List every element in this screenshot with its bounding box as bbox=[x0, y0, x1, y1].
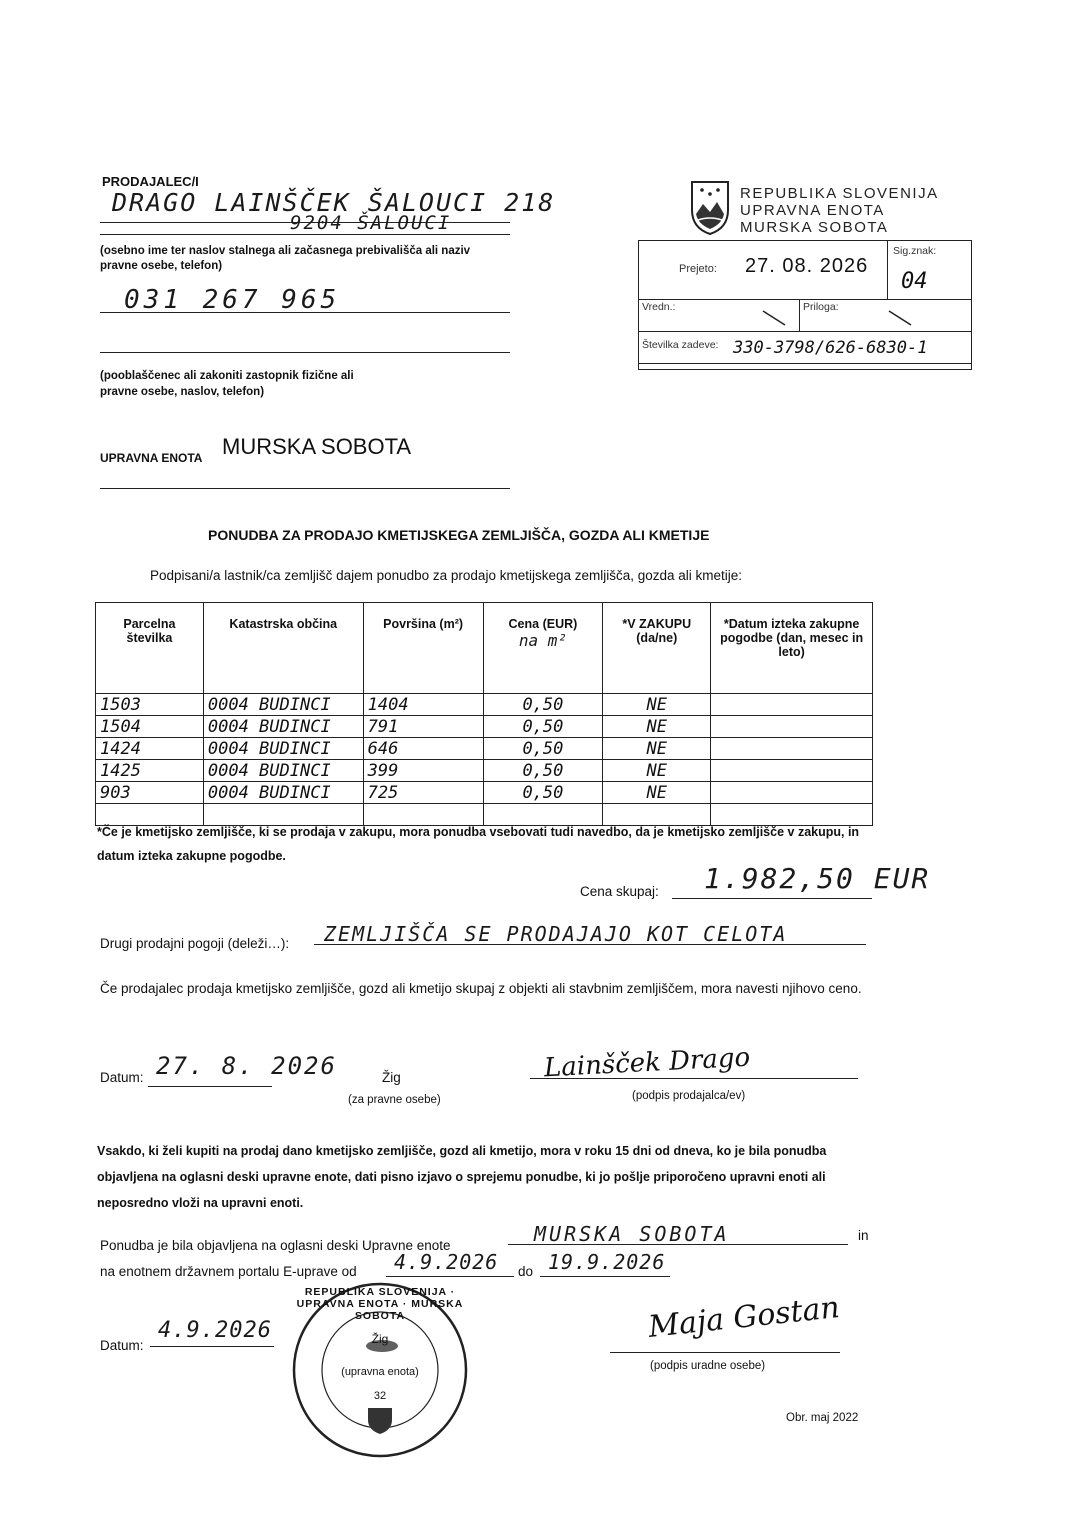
seller-phone: 031 267 965 bbox=[124, 285, 341, 315]
seller-signature: Lainšček Drago bbox=[543, 1042, 751, 1084]
table-row bbox=[96, 716, 873, 738]
col-price bbox=[483, 603, 603, 694]
cell-price: 0,50 bbox=[483, 694, 603, 716]
admin-unit-label: UPRAVNA ENOTA bbox=[100, 451, 203, 465]
cell-lease-end bbox=[711, 760, 873, 782]
seller-address: 9204 ŠALOUCI bbox=[290, 212, 452, 234]
total-line bbox=[672, 898, 872, 899]
official-date-label: Datum: bbox=[100, 1338, 144, 1353]
cell-lease-end bbox=[711, 694, 873, 716]
official-date-line bbox=[150, 1346, 274, 1347]
admin-unit-value: MURSKA SOBOTA bbox=[222, 434, 412, 459]
publication-from-line bbox=[386, 1276, 514, 1277]
crest-line-3: MURSKA SOBOTA bbox=[740, 219, 889, 236]
cell-municipality: 0004 BUDINCI bbox=[203, 782, 363, 804]
seller-phone-line bbox=[100, 312, 510, 313]
intro-text: Podpisani/a lastnik/ca zemljišč dajem ponudbo za prodajo kmetijskega zemljišča, gozda ali kmetije: bbox=[150, 568, 743, 583]
value-label: Vredn.: bbox=[642, 301, 676, 313]
seal-number: 32 bbox=[373, 1390, 387, 1402]
cell-price: 0,50 bbox=[483, 760, 603, 782]
cell-parcel: 1424 bbox=[96, 738, 204, 760]
parcel-table bbox=[95, 602, 873, 826]
case-number: 330-3798/626-6830-1 bbox=[733, 338, 928, 358]
receipt-stamp-box bbox=[638, 240, 972, 370]
seal-outer-text: REPUBLIKA SLOVENIJA · UPRAVNA ENOTA · MURSKA SOBOTA bbox=[296, 1286, 464, 1322]
publication-in: in bbox=[858, 1228, 869, 1243]
cell-leased: NE bbox=[603, 738, 711, 760]
received-label: Prejeto: bbox=[679, 263, 717, 275]
cell-area: 791 bbox=[363, 716, 483, 738]
official-sign-note: (podpis uradne osebe) bbox=[650, 1360, 766, 1372]
cell-price: 0,50 bbox=[483, 738, 603, 760]
official-date-value: 4.9.2026 bbox=[158, 1318, 272, 1343]
publication-unit-line bbox=[508, 1244, 848, 1245]
other-terms-line bbox=[314, 944, 866, 945]
objects-note: Če prodajalec prodaja kmetijsko zemljišče, gozd ali kmetijo skupaj z objekti ali stavbnim zemljiščem, mora navesti njihovo ceno. bbox=[100, 981, 862, 996]
total-value: 1.982,50 EUR bbox=[704, 862, 931, 895]
cell-parcel: 1425 bbox=[96, 760, 204, 782]
cell-leased: NE bbox=[603, 760, 711, 782]
seller-name: DRAGO LAINŠČEK ŠALOUCI 218 bbox=[112, 188, 556, 217]
col-area: Površina (m²) bbox=[363, 603, 483, 694]
cell-area: 725 bbox=[363, 782, 483, 804]
cell-price: 0,50 bbox=[483, 782, 603, 804]
official-signature: Maja Gostan bbox=[646, 1290, 842, 1345]
seller-stamp-label: Žig bbox=[382, 1070, 401, 1085]
admin-unit-line bbox=[100, 488, 510, 489]
cell-municipality: 0004 BUDINCI bbox=[203, 716, 363, 738]
cell-lease-end bbox=[711, 738, 873, 760]
total-label: Cena skupaj: bbox=[580, 884, 659, 899]
publication-to-word: do bbox=[518, 1264, 534, 1279]
seller-sign-line bbox=[530, 1078, 858, 1079]
other-terms-label: Drugi prodajni pogoji (deleži…): bbox=[100, 936, 290, 951]
seller-note: (osebno ime ter naslov stalnega ali začasnega prebivališča ali naziv pravne osebe, telefon) bbox=[100, 245, 471, 272]
col-price-note: na m² bbox=[518, 631, 567, 650]
crest-line-2: UPRAVNA ENOTA bbox=[740, 202, 885, 219]
crest-line-1: REPUBLIKA SLOVENIJA bbox=[740, 185, 939, 202]
cell-municipality: 0004 BUDINCI bbox=[203, 694, 363, 716]
publication-to-date: 19.9.2026 bbox=[548, 1250, 666, 1274]
table-row bbox=[96, 738, 873, 760]
seller-sign-note: (podpis prodajalca/ev) bbox=[632, 1090, 746, 1102]
table-row bbox=[96, 760, 873, 782]
cell-leased: NE bbox=[603, 694, 711, 716]
cell-price: 0,50 bbox=[483, 716, 603, 738]
col-cadastral-municipality: Katastrska občina bbox=[203, 603, 363, 694]
cell-parcel: 903 bbox=[96, 782, 204, 804]
cell-municipality: 0004 BUDINCI bbox=[203, 738, 363, 760]
seller-stamp-note: (za pravne osebe) bbox=[348, 1094, 441, 1106]
sign-label: Sig.znak: bbox=[893, 245, 937, 257]
received-date: 27. 08. 2026 bbox=[745, 255, 869, 277]
cell-area: 1404 bbox=[363, 694, 483, 716]
sign-value: 04 bbox=[901, 269, 928, 294]
seal-unit-label: (upravna enota) bbox=[341, 1366, 419, 1378]
case-label: Številka zadeve: bbox=[642, 339, 719, 351]
cell-area: 399 bbox=[363, 760, 483, 782]
publication-from-date: 4.9.2026 bbox=[394, 1250, 499, 1274]
cell-parcel: 1503 bbox=[96, 694, 204, 716]
col-price-label: Cena (EUR) bbox=[508, 617, 578, 631]
seller-date-label: Datum: bbox=[100, 1070, 144, 1085]
cell-municipality: 0004 BUDINCI bbox=[203, 760, 363, 782]
form-version: Obr. maj 2022 bbox=[786, 1412, 859, 1424]
publication-label-1: Ponudba je bila objavljena na oglasni deski Upravne enote bbox=[100, 1238, 451, 1253]
cell-leased: NE bbox=[603, 716, 711, 738]
attachment-label: Priloga: bbox=[803, 301, 839, 313]
proxy-note: (pooblaščenec ali zakoniti zastopnik fizične ali pravne osebe, naslov, telefon) bbox=[100, 370, 354, 398]
other-terms-value: ZEMLJIŠČA SE PRODAJAJO KOT CELOTA bbox=[324, 922, 788, 946]
seller-label: PRODAJALEC/I bbox=[102, 174, 199, 189]
col-lease-end-date: *Datum izteka zakupne pogodbe (dan, mesec in leto) bbox=[711, 603, 873, 694]
seller-address-line bbox=[100, 234, 510, 235]
table-row bbox=[96, 694, 873, 716]
col-leased: *V ZAKUPU (da/ne) bbox=[603, 603, 711, 694]
publication-label-2: na enotnem državnem portalu E-uprave od bbox=[100, 1264, 357, 1279]
dash-mark-icon bbox=[885, 307, 915, 329]
seller-date-line bbox=[148, 1086, 272, 1087]
acceptance-notice: Vsakdo, ki želi kupiti na prodaj dano kmetijsko zemljišče, gozd ali kmetijo, mora v roku 15 dni od dneva, ko je bila ponudba objavljena na oglasni deski upravne enote, dati pisno izjavo o sprejemu ponudbe, ki jo pošlje priporočeno upravni enoti ali neposredno vloži na upravni enoti. bbox=[97, 1144, 827, 1210]
table-row bbox=[96, 782, 873, 804]
cell-area: 646 bbox=[363, 738, 483, 760]
seller-date-value: 27. 8. 2026 bbox=[156, 1052, 337, 1080]
cell-lease-end bbox=[711, 716, 873, 738]
proxy-line bbox=[100, 352, 510, 353]
cell-parcel: 1504 bbox=[96, 716, 204, 738]
cell-leased: NE bbox=[603, 782, 711, 804]
publication-unit: MURSKA SOBOTA bbox=[534, 1222, 730, 1246]
document-title: PONUDBA ZA PRODAJO KMETIJSKEGA ZEMLJIŠČA, GOZDA ALI KMETIJE bbox=[208, 527, 710, 543]
slovenia-crest-icon bbox=[688, 180, 732, 236]
table-header-row bbox=[96, 603, 873, 694]
dash-mark-icon bbox=[759, 307, 789, 329]
col-parcel-number: Parcelna številka bbox=[96, 603, 204, 694]
official-sign-line bbox=[610, 1352, 840, 1353]
official-seal bbox=[290, 1280, 470, 1460]
publication-to-line bbox=[540, 1276, 670, 1277]
lease-footnote: *Če je kmetijsko zemljišče, ki se prodaja v zakupu, mora ponudba vsebovati tudi navedbo, da je kmetijsko zemljišče v zakupu, in datum izteka zakupne pogodbe. bbox=[97, 825, 860, 863]
cell-lease-end bbox=[711, 782, 873, 804]
seal-stamp-label: Žig bbox=[371, 1332, 389, 1346]
